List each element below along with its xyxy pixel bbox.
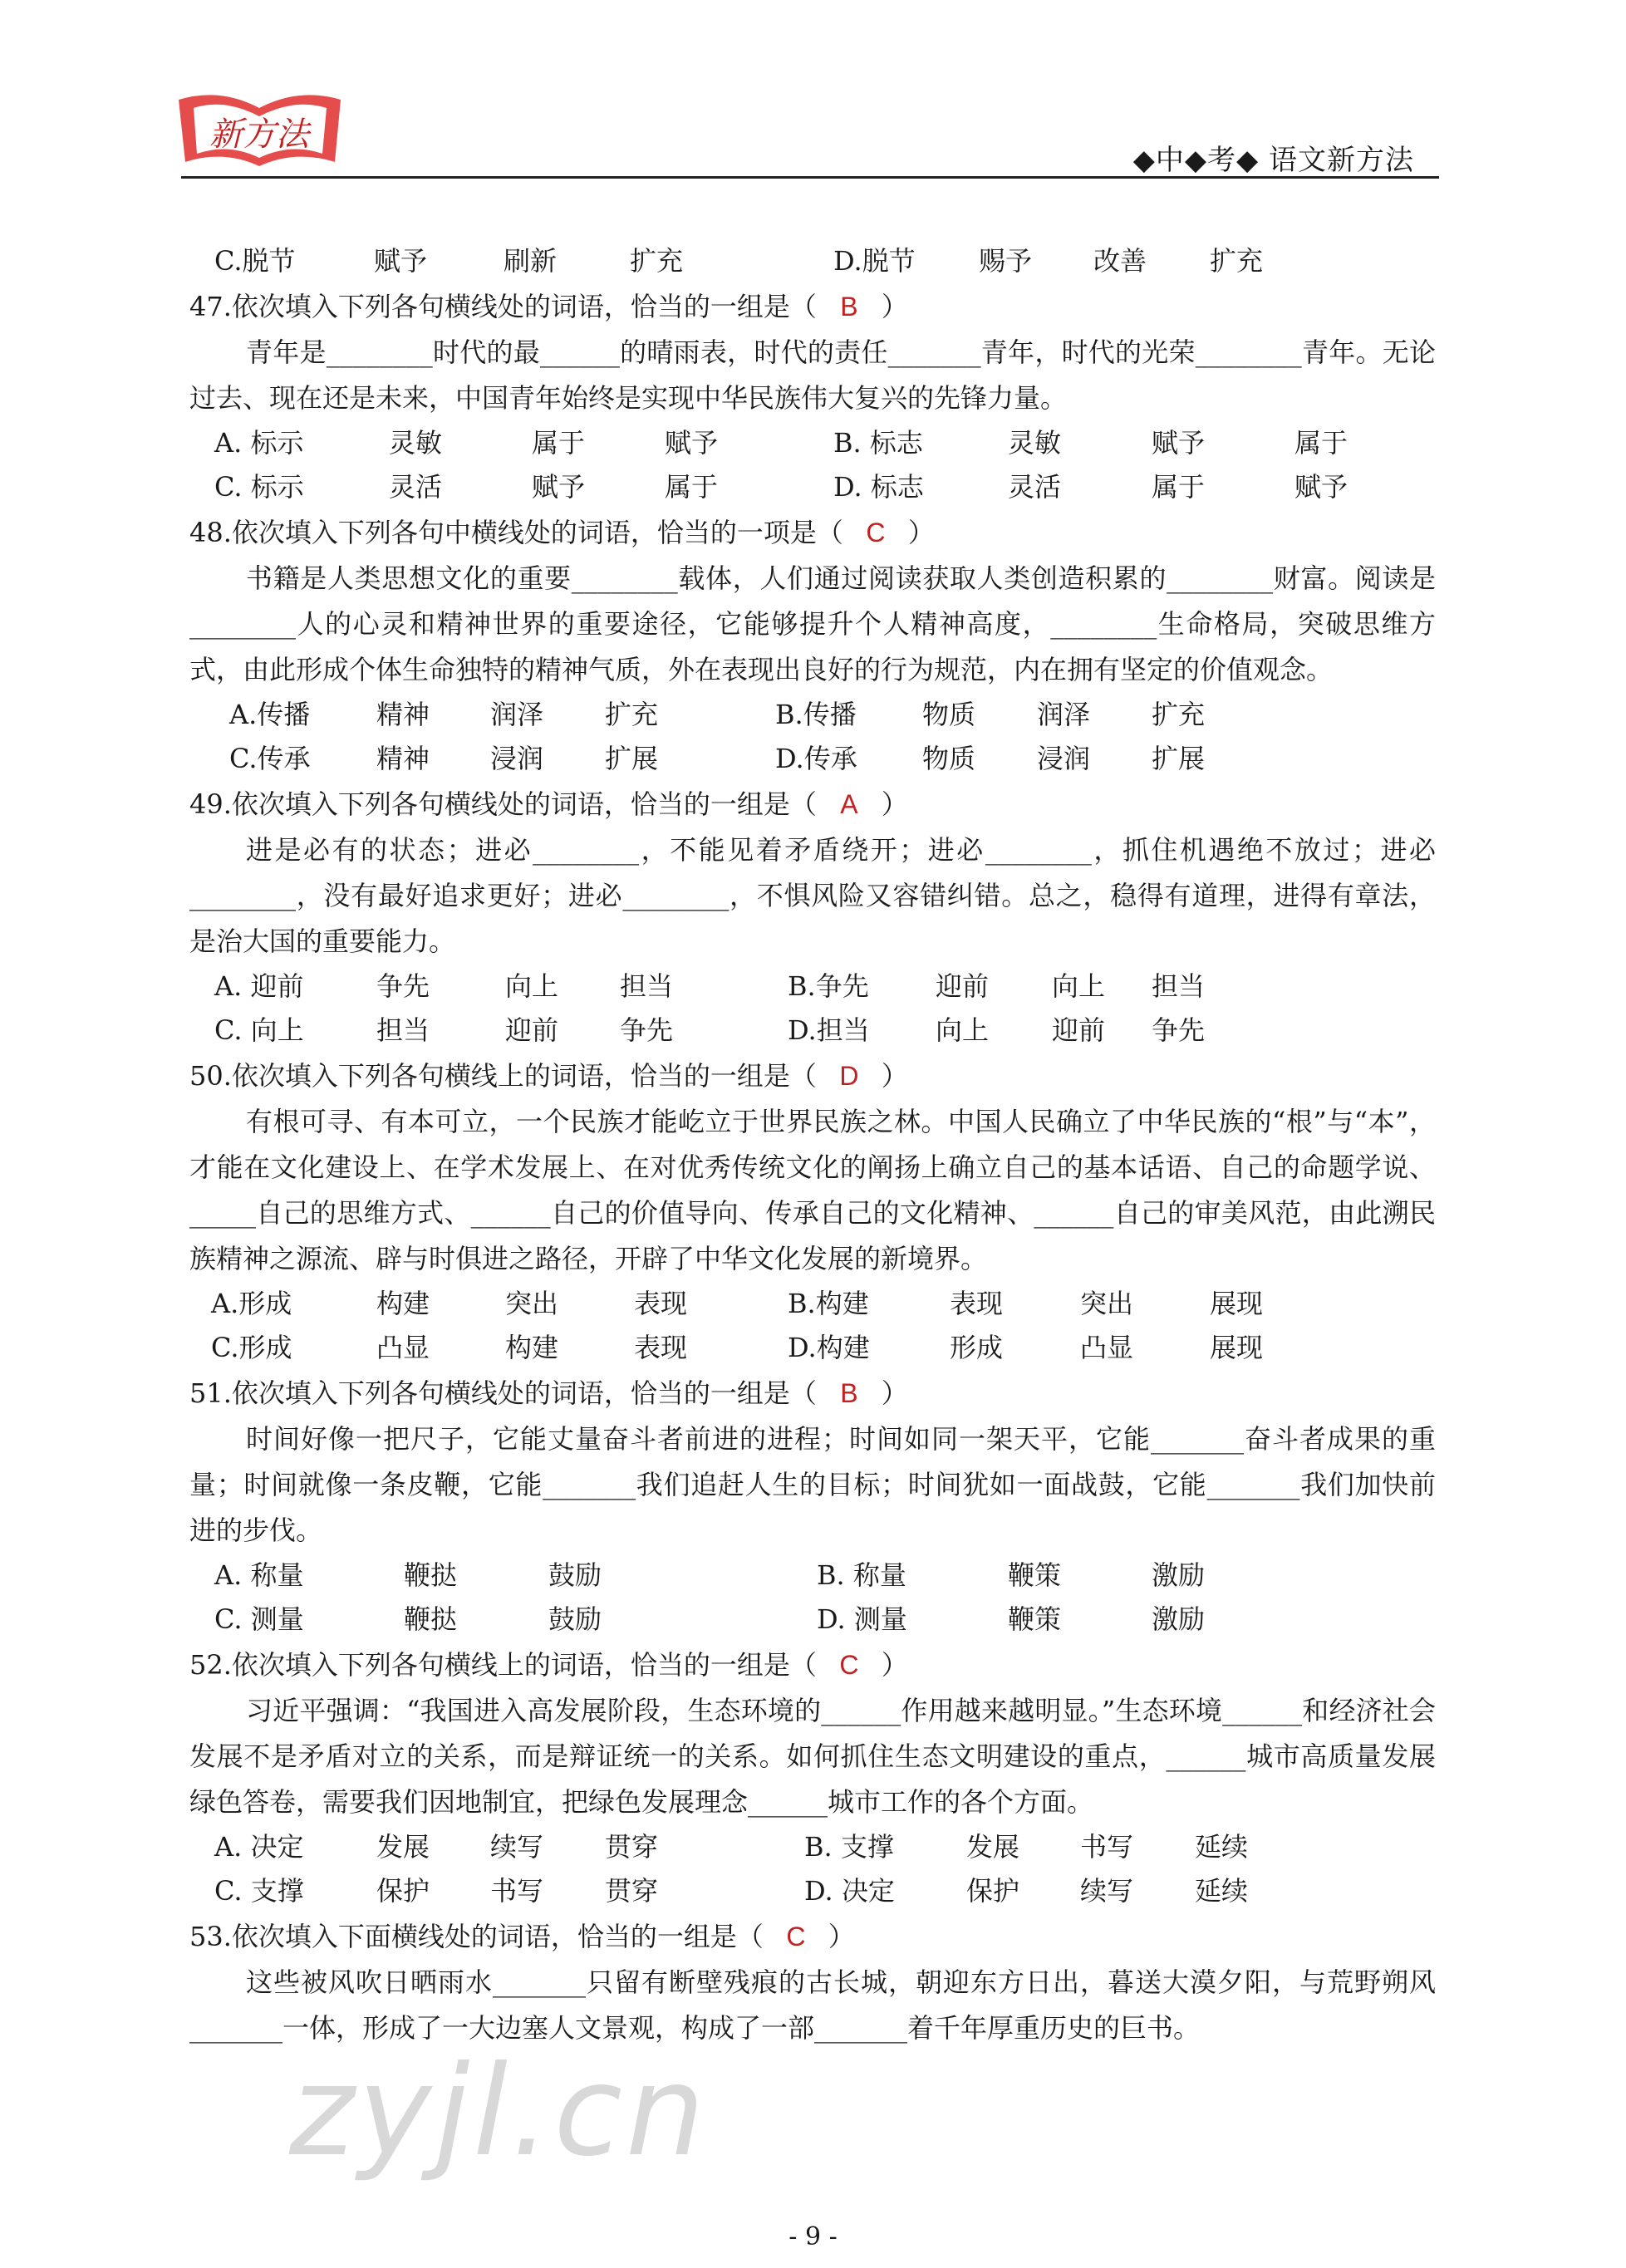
option-word: 赐予 — [979, 245, 1033, 277]
question-47-passage: 青年是________时代的最______的晴雨表，时代的责任_______青年，时代的光荣________青年。无论过去、现在还是未来，中国青年始终是实现中华民族伟大复兴的先锋力量。 — [189, 336, 1436, 414]
question-53-stem: 53.依次填入下面横线处的词语，恰当的一组是（ C ） — [189, 1913, 1436, 1960]
q51-options-cd: C. 测量 鞭挞 鼓励 D. 测量 鞭策 激励 — [214, 1603, 1206, 1635]
answer-53: C — [786, 1922, 806, 1951]
q48-options-cd: C.传承 精神 浸润 扩展 D.传承 物质 浸润 扩展 — [229, 743, 1206, 774]
question-47-stem: 47.依次填入下列各句横线处的词语，恰当的一组是（ B ） — [189, 283, 1436, 330]
question-48-stem: 48.依次填入下列各句中横线处的词语，恰当的一项是（ C ） — [189, 509, 1436, 556]
question-49-passage: 进是必有的状态；进必________，不能见着矛盾绕开；进必________，抓住机遇绝不放过；进必________，没有最好追求更好；进必________，不惧风险又容错纠错。总之，稳得有道理，进得有章法，是治大国的重要能力。 — [189, 834, 1436, 957]
q52-options-ab: A. 决定 发展 续写 贯穿 B. 支撑 发展 书写 延续 — [214, 1831, 1249, 1863]
question-50-passage: 有根可寻、有本可立，一个民族才能屹立于世界民族之林。中国人民确立了中华民族的“根”与“本”，才能在文化建设上、在学术发展上、在对优秀传统文化的阐扬上确立自己的基本话语、自己的命题学说、_____自己的思维方式、______自己的价值导向、传承自己的文化精神、______自己的审美风范，由此溯民族精神之源流、辟与时俱进之路径，开辟了中华文化发展的新境界。 — [189, 1106, 1436, 1274]
logo — [170, 83, 349, 183]
page-content — [189, 239, 1436, 2051]
answer-51: B — [840, 1378, 858, 1408]
question-53-passage: 这些被风吹日晒雨水_______只留有断壁残痕的古长城，朝迎东方日出，暮送大漠夕阳，与荒野朔风_______一体，形成了一大边塞人文景观，构成了一部_______着千年厚重历史的巨书。 — [189, 1966, 1436, 2044]
answer-47: B — [840, 292, 858, 322]
q49-options-cd: C. 向上 担当 迎前 争先 D.担当 向上 迎前 争先 — [214, 1014, 1206, 1046]
answer-52: C — [839, 1650, 859, 1680]
option-word: 赋予 — [374, 245, 428, 277]
question-49-stem: 49.依次填入下列各句横线处的词语，恰当的一组是（ A ） — [189, 781, 1436, 827]
q51-options-ab: A. 称量 鞭挞 鼓励 B. 称量 鞭策 激励 — [214, 1559, 1206, 1591]
q47-options-cd: C. 标示 灵活 赋予 属于 D. 标志 灵活 属于 赋予 — [214, 471, 1348, 503]
q52-options-cd: C. 支撑 保护 书写 贯穿 D. 决定 保护 续写 延续 — [214, 1875, 1249, 1907]
page-number: - 9 - — [788, 2222, 838, 2251]
header-divider — [181, 176, 1439, 179]
option-label: C.脱节 — [214, 245, 296, 277]
answer-49: A — [840, 789, 858, 819]
answer-50: D — [839, 1061, 859, 1091]
q49-options-ab: A. 迎前 争先 向上 担当 B.争先 迎前 向上 担当 — [214, 970, 1206, 1002]
answer-48: C — [866, 518, 886, 547]
question-48-passage: 书籍是人类思想文化的重要________载体，人们通过阅读获取人类创造积累的________财富。阅读是________人的心灵和精神世界的重要途径，它能够提升个人精神高度，________生命格局，突破思维方式，由此形成个体生命独特的精神气质，外在表现出良好的行为规范，内在拥有坚定的价值观念。 — [189, 562, 1436, 685]
option-word: 扩充 — [630, 245, 684, 277]
option-word: 改善 — [1093, 245, 1147, 277]
header-title: ◆中◆考◆ 语文新方法 — [1132, 144, 1414, 177]
option-label: D.脱节 — [833, 245, 916, 277]
q48-options-ab: A.传播 精神 润泽 扩充 B.传播 物质 润泽 扩充 — [229, 699, 1206, 730]
q46-options-cd — [189, 239, 1436, 283]
q47-options-ab: A. 标示 灵敏 属于 赋予 B. 标志 灵敏 赋予 属于 — [214, 427, 1348, 459]
question-52-passage: 习近平强调：“我国进入高发展阶段，生态环境的______作用越来越明显。”生态环境______和经济社会发展不是矛盾对立的关系，而是辩证统一的关系。如何抓住生态文明建设的重点，______城市高质量发展绿色答卷，需要我们因地制宜，把绿色发展理念______城市工作的各个方面。 — [189, 1695, 1436, 1818]
question-51-passage: 时间好像一把尺子，它能丈量奋斗者前进的进程；时间如同一架天平，它能_______奋斗者成果的重量；时间就像一条皮鞭，它能_______我们追赶人生的目标；时间犹如一面战鼓，它能_______我们加快前进的步伐。 — [189, 1423, 1436, 1546]
question-50-stem: 50.依次填入下列各句横线上的词语，恰当的一组是（ D ） — [189, 1053, 1436, 1099]
watermark: zyjl.cn — [289, 2040, 709, 2184]
q50-options-ab: A.形成 构建 突出 表现 B.构建 表现 突出 展现 — [211, 1288, 1264, 1319]
logo-text: 新方法 — [209, 115, 309, 154]
option-word: 刷新 — [504, 245, 558, 277]
question-52-stem: 52.依次填入下列各句横线上的词语，恰当的一组是（ C ） — [189, 1642, 1436, 1688]
q50-options-cd: C.形成 凸显 构建 表现 D.构建 形成 凸显 展现 — [211, 1332, 1264, 1363]
option-word: 扩充 — [1210, 245, 1264, 277]
question-51-stem: 51.依次填入下列各句横线处的词语，恰当的一组是（ B ） — [189, 1370, 1436, 1416]
